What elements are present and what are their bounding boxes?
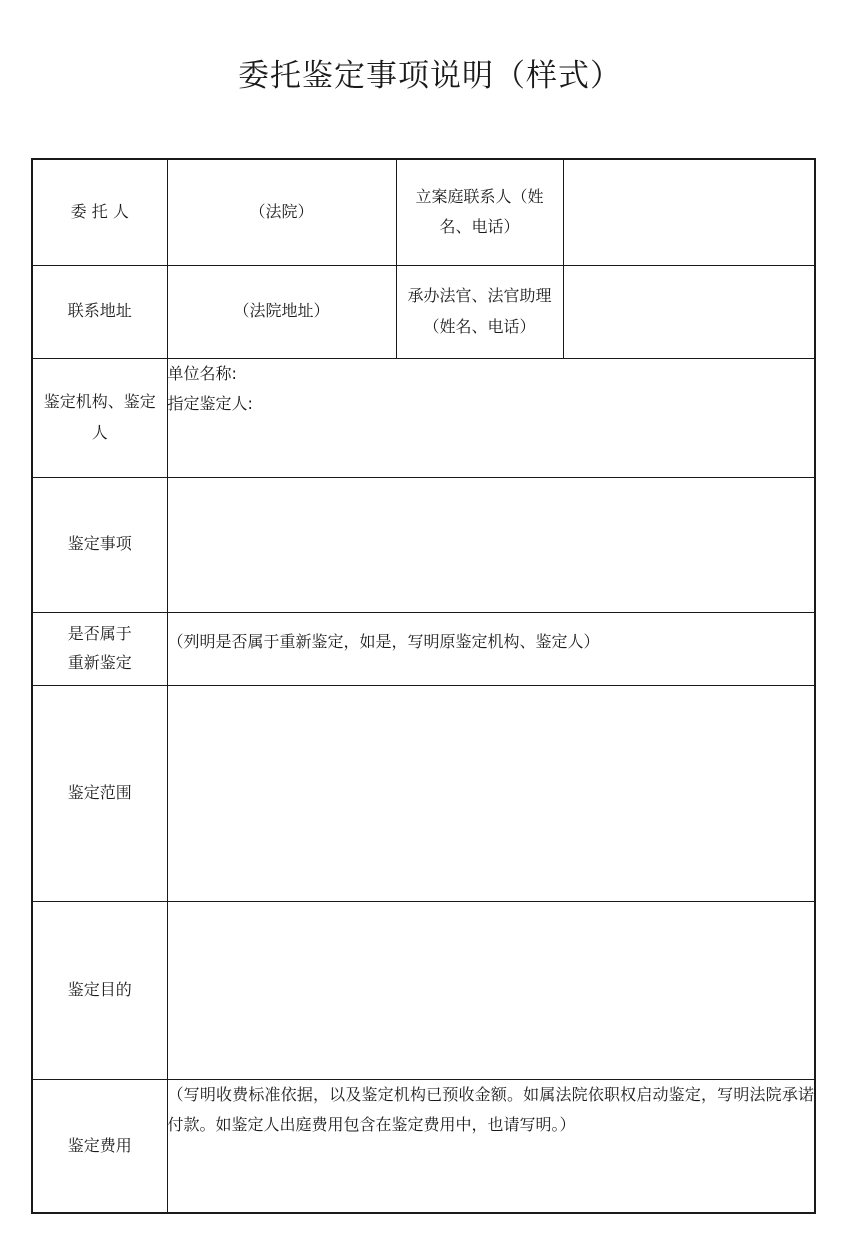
reappraisal-label-line2: 重新鉴定	[67, 652, 132, 672]
entrustor-label: 委 托 人	[32, 159, 167, 265]
row-address	[32, 265, 815, 358]
address-label: 联系地址	[32, 265, 167, 358]
institution-label: 鉴定机构、鉴定人	[32, 358, 167, 477]
row-matters	[32, 477, 815, 612]
matters-label: 鉴定事项	[32, 477, 167, 612]
entrustor-value[interactable]: （法院）	[167, 159, 396, 265]
purpose-label: 鉴定目的	[32, 901, 167, 1079]
scope-label: 鉴定范围	[32, 685, 167, 901]
fee-note[interactable]: （写明收费标准依据，以及鉴定机构已预收金额。如属法院依职权启动鉴定，写明法院承诺付款。如鉴定人出庭费用包含在鉴定费用中，也请写明。）	[167, 1079, 815, 1213]
institution-value[interactable]	[167, 358, 815, 477]
page-title: 委托鉴定事项说明（样式）	[238, 58, 622, 94]
reappraisal-label-line1: 是否属于	[67, 623, 132, 643]
judge-contact-value[interactable]	[563, 265, 815, 358]
filing-contact-value[interactable]	[563, 159, 815, 265]
row-reappraisal	[32, 612, 815, 685]
reappraisal-note[interactable]: （列明是否属于重新鉴定，如是，写明原鉴定机构、鉴定人）	[167, 612, 815, 685]
row-scope	[32, 685, 815, 901]
unit-name-label: 单位名称:	[167, 363, 237, 383]
row-purpose	[32, 901, 815, 1079]
entrustment-form-table	[31, 158, 816, 1214]
row-institution	[32, 358, 815, 477]
purpose-value[interactable]	[167, 901, 815, 1079]
row-entrustor	[32, 159, 815, 265]
address-value[interactable]: （法院地址）	[167, 265, 396, 358]
appraiser-label: 指定鉴定人:	[167, 393, 253, 413]
judge-contact-label: 承办法官、法官助理（姓名、电话）	[396, 265, 563, 358]
matters-value[interactable]	[167, 477, 815, 612]
fee-label: 鉴定费用	[32, 1079, 167, 1213]
reappraisal-label	[32, 612, 167, 685]
filing-contact-label: 立案庭联系人（姓名、电话）	[396, 159, 563, 265]
row-fee	[32, 1079, 815, 1213]
scope-value[interactable]	[167, 685, 815, 901]
